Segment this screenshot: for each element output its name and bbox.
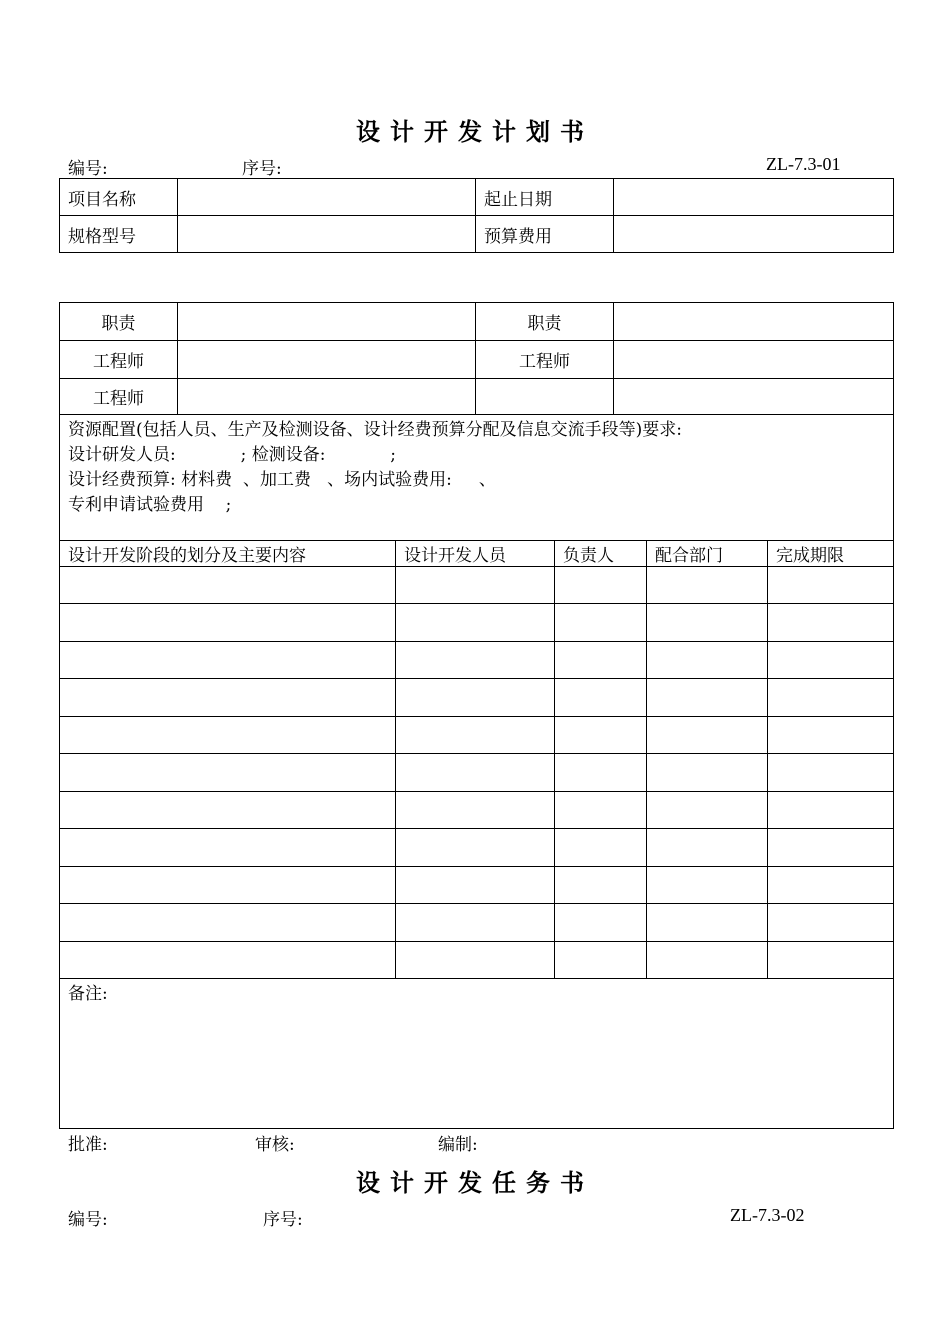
- stage-cell[interactable]: [396, 754, 555, 792]
- stage-cell[interactable]: [396, 942, 555, 979]
- stage-cell[interactable]: [555, 942, 647, 979]
- stage-cell[interactable]: [647, 642, 768, 679]
- duty-label-left: 职责: [60, 303, 178, 341]
- staffing-table: [59, 302, 894, 541]
- stage-cell[interactable]: [768, 754, 894, 792]
- resource-config-section: [60, 415, 894, 541]
- stage-cell[interactable]: [647, 679, 768, 717]
- stage-cell[interactable]: [396, 904, 555, 942]
- table-row: [60, 942, 894, 979]
- remarks-label: 备注:: [68, 984, 108, 1004]
- stage-cell[interactable]: [555, 604, 647, 642]
- start-end-date-label: 起止日期: [476, 179, 614, 216]
- stage-cell[interactable]: [555, 829, 647, 867]
- stage-cell[interactable]: [768, 792, 894, 829]
- stage-cell[interactable]: [647, 604, 768, 642]
- stage-cell[interactable]: [768, 942, 894, 979]
- table-row: [60, 867, 894, 904]
- stage-cell[interactable]: [396, 604, 555, 642]
- stage-cell[interactable]: [768, 717, 894, 754]
- stage-cell[interactable]: [647, 942, 768, 979]
- table-row: [60, 754, 894, 792]
- stage-cell[interactable]: [396, 567, 555, 604]
- stage-cell[interactable]: [647, 792, 768, 829]
- engineer-label-3: 工程师: [60, 379, 178, 415]
- budget-label: 预算费用: [476, 216, 614, 253]
- stage-cell[interactable]: [555, 867, 647, 904]
- stage-cell[interactable]: [60, 867, 396, 904]
- stage-cell[interactable]: [396, 867, 555, 904]
- budget-field[interactable]: [614, 216, 894, 253]
- spec-model-field[interactable]: [178, 216, 476, 253]
- stage-cell[interactable]: [555, 679, 647, 717]
- review-label: 审核:: [255, 1135, 295, 1155]
- stage-header-staff: 设计开发人员: [396, 541, 555, 567]
- table-row: [60, 642, 894, 679]
- stage-cell[interactable]: [768, 679, 894, 717]
- engineer-field-5[interactable]: [614, 379, 894, 415]
- stage-cell[interactable]: [555, 717, 647, 754]
- stage-cell[interactable]: [60, 604, 396, 642]
- task-code: ZL-7.3-02: [730, 1205, 805, 1225]
- duty-field-left[interactable]: [178, 303, 476, 341]
- spec-model-label: 规格型号: [60, 216, 178, 253]
- table-row: [60, 904, 894, 942]
- resource-line-2: 设计研发人员: ; 检测设备: ;: [68, 445, 397, 465]
- stage-cell[interactable]: [60, 679, 396, 717]
- resource-line-4: 专利申请试验费用 ;: [68, 495, 232, 515]
- engineer-field-2[interactable]: [614, 341, 894, 379]
- table-row: [60, 679, 894, 717]
- approve-label: 批准:: [68, 1135, 108, 1155]
- stage-cell[interactable]: [60, 642, 396, 679]
- stage-cell[interactable]: [647, 754, 768, 792]
- remarks-section[interactable]: [60, 979, 894, 1129]
- plan-title: 设计开发计划书: [356, 117, 594, 146]
- stage-cell[interactable]: [396, 829, 555, 867]
- duty-field-right[interactable]: [614, 303, 894, 341]
- stage-cell[interactable]: [555, 642, 647, 679]
- stage-cell[interactable]: [555, 792, 647, 829]
- stage-header-dept: 配合部门: [647, 541, 768, 567]
- stage-cell[interactable]: [60, 904, 396, 942]
- stage-cell[interactable]: [396, 717, 555, 754]
- stage-cell[interactable]: [60, 717, 396, 754]
- stage-cell[interactable]: [555, 567, 647, 604]
- table-row: [60, 792, 894, 829]
- table-row: [60, 604, 894, 642]
- engineer-field-4[interactable]: [476, 379, 614, 415]
- stage-cell[interactable]: [647, 867, 768, 904]
- engineer-label-1: 工程师: [60, 341, 178, 379]
- engineer-field-1[interactable]: [178, 341, 476, 379]
- resource-line-3: 设计经费预算: 材料费 、加工费 、场内试验费用: 、: [68, 470, 496, 490]
- task-title: 设计开发任务书: [356, 1168, 594, 1197]
- stage-cell[interactable]: [396, 679, 555, 717]
- duty-label-right: 职责: [476, 303, 614, 341]
- stage-cell[interactable]: [768, 567, 894, 604]
- stage-cell[interactable]: [647, 904, 768, 942]
- stage-cell[interactable]: [768, 642, 894, 679]
- project-info-table: [59, 178, 894, 253]
- stage-cell[interactable]: [768, 904, 894, 942]
- prepare-label: 编制:: [438, 1135, 478, 1155]
- project-name-label: 项目名称: [60, 179, 178, 216]
- task-bianhao-label: 编号:: [68, 1210, 108, 1230]
- table-row: [60, 717, 894, 754]
- stage-header-deadline: 完成期限: [768, 541, 894, 567]
- project-name-field[interactable]: [178, 179, 476, 216]
- plan-xuhao-label: 序号:: [242, 159, 282, 179]
- stage-cell[interactable]: [555, 754, 647, 792]
- plan-bianhao-label: 编号:: [68, 159, 108, 179]
- engineer-label-2: 工程师: [476, 341, 614, 379]
- stage-cell[interactable]: [768, 829, 894, 867]
- table-row: [60, 829, 894, 867]
- stage-cell[interactable]: [60, 567, 396, 604]
- stage-cell[interactable]: [647, 567, 768, 604]
- stage-cell[interactable]: [60, 754, 396, 792]
- stage-table: [59, 540, 894, 1129]
- stage-cell[interactable]: [396, 642, 555, 679]
- stage-cell[interactable]: [60, 792, 396, 829]
- stage-cell[interactable]: [60, 942, 396, 979]
- stage-cell[interactable]: [396, 792, 555, 829]
- resource-line-1: 资源配置(包括人员、生产及检测设备、设计经费预算分配及信息交流手段等)要求:: [68, 420, 682, 440]
- stage-cell[interactable]: [555, 904, 647, 942]
- stage-cell[interactable]: [768, 604, 894, 642]
- table-row: [60, 567, 894, 604]
- plan-code: ZL-7.3-01: [766, 154, 841, 174]
- stage-cell[interactable]: [768, 867, 894, 904]
- stage-header-owner: 负责人: [555, 541, 647, 567]
- stage-header-row: [60, 541, 894, 567]
- engineer-field-3[interactable]: [178, 379, 476, 415]
- stage-cell[interactable]: [647, 717, 768, 754]
- start-end-date-field[interactable]: [614, 179, 894, 216]
- stage-header-content: 设计开发阶段的划分及主要内容: [60, 541, 396, 567]
- stage-cell[interactable]: [60, 829, 396, 867]
- task-xuhao-label: 序号:: [263, 1210, 303, 1230]
- stage-cell[interactable]: [647, 829, 768, 867]
